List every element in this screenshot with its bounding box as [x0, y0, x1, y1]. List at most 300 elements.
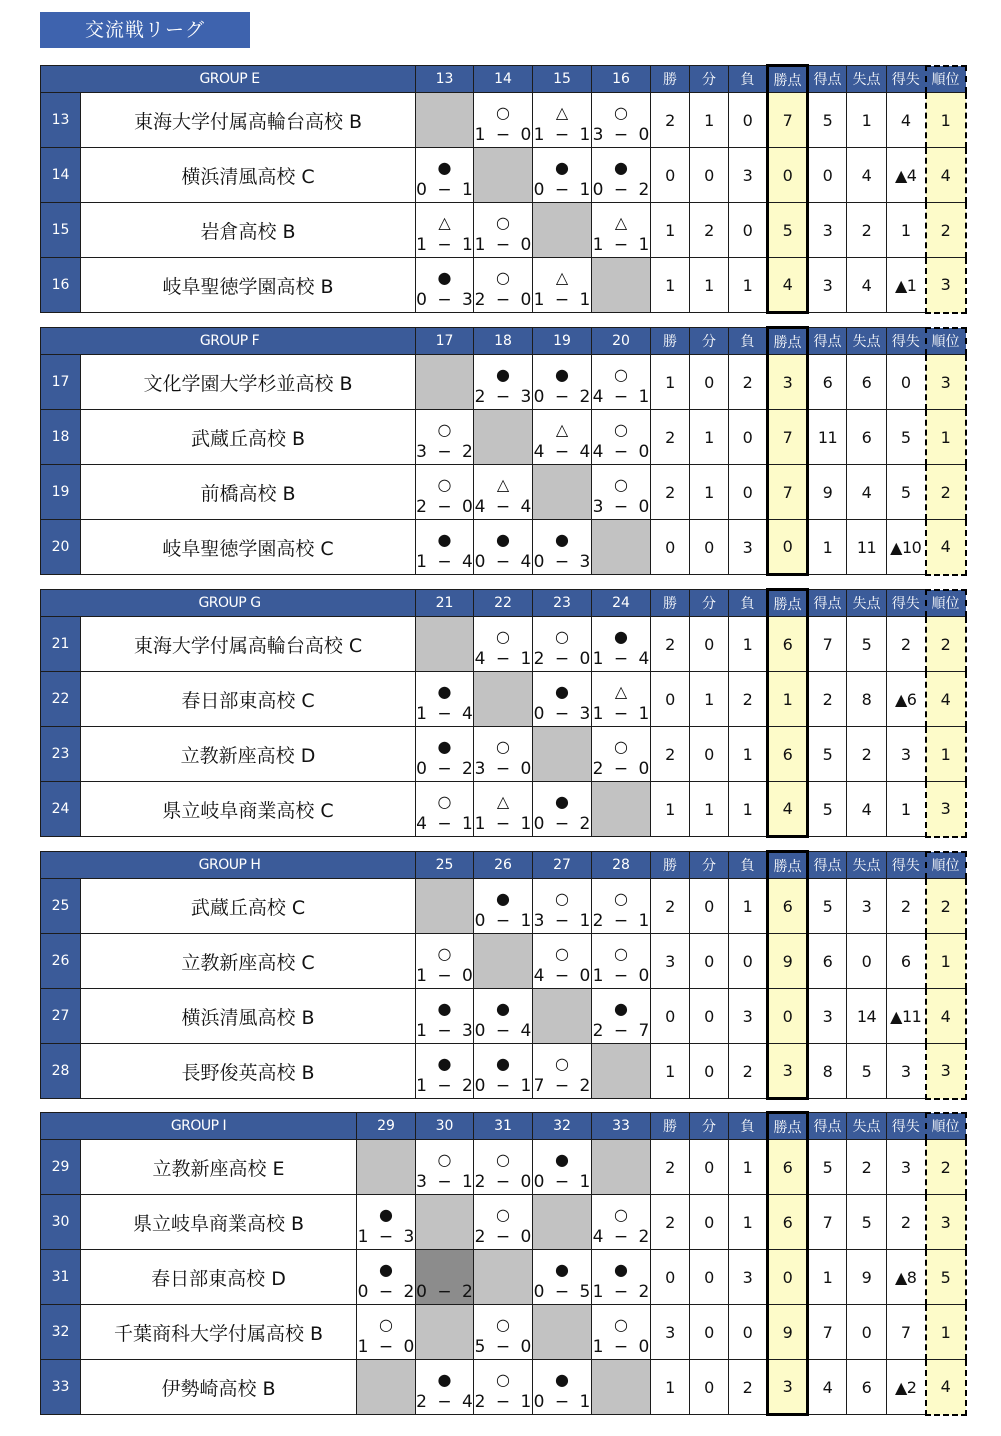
stat-rank: 3 — [926, 782, 966, 837]
stat-goals-for: 0 — [808, 148, 847, 203]
opponent-number-header: 31 — [474, 1113, 533, 1140]
result-mark: ○ — [496, 1370, 510, 1389]
opponent-number-header: 15 — [533, 66, 592, 93]
result-mark: ○ — [614, 475, 628, 494]
team-number: 33 — [41, 1360, 81, 1415]
result-mark: ● — [496, 999, 510, 1018]
result-score: 1 − 2 — [416, 1076, 473, 1096]
team-row — [41, 1360, 966, 1415]
stat-rank: 4 — [926, 520, 966, 575]
stat-header-draws: 分 — [690, 1113, 729, 1140]
stat-losses: 1 — [729, 727, 768, 782]
stat-goal-diff: 5 — [887, 465, 926, 520]
result-mark: ● — [555, 1150, 569, 1169]
result-mark: ○ — [379, 1315, 393, 1334]
stat-draws: 1 — [690, 672, 729, 727]
result-mark: ● — [555, 1260, 569, 1279]
team-name: 立教新座高校 E — [81, 1140, 357, 1195]
stat-goals-against: 9 — [847, 1250, 887, 1305]
opponent-number-header: 25 — [416, 852, 474, 879]
result-score: 4 − 1 — [416, 814, 473, 834]
team-row — [41, 1195, 966, 1250]
stat-rank: 2 — [926, 1140, 966, 1195]
group-table — [40, 588, 967, 838]
stat-draws: 0 — [690, 989, 729, 1044]
match-result-cell — [533, 258, 592, 313]
team-name: 横浜清風高校 B — [81, 989, 416, 1044]
stat-rank: 1 — [926, 1305, 966, 1360]
result-score: 2 − 4 — [416, 1392, 473, 1412]
result-mark: ○ — [555, 627, 569, 646]
stat-draws: 1 — [690, 465, 729, 520]
result-score: 1 − 2 — [592, 1282, 650, 1302]
stat-points: 9 — [768, 934, 808, 989]
team-number: 23 — [41, 727, 81, 782]
team-row — [41, 520, 966, 575]
opponent-number-header: 16 — [592, 66, 651, 93]
result-score: 3 − 1 — [533, 911, 591, 931]
result-score: 4 − 2 — [592, 1227, 650, 1247]
team-row — [41, 617, 966, 672]
no-match-cell — [592, 258, 651, 313]
match-result-cell — [416, 727, 474, 782]
stat-losses: 1 — [729, 617, 768, 672]
stat-header-draws: 分 — [690, 328, 729, 355]
group-name: GROUP F — [41, 328, 416, 355]
stat-header-losses: 負 — [729, 852, 768, 879]
result-mark: ○ — [496, 1205, 510, 1224]
match-result-cell — [533, 934, 592, 989]
stat-points: 3 — [768, 355, 808, 410]
stat-goal-diff: 2 — [887, 879, 926, 934]
team-name: 東海大学付属高輪台高校 C — [81, 617, 416, 672]
stat-goals-against: 5 — [847, 1044, 887, 1099]
stat-draws: 0 — [690, 934, 729, 989]
stat-wins: 1 — [651, 782, 690, 837]
stat-header-draws: 分 — [690, 66, 729, 93]
stat-losses: 2 — [729, 1360, 768, 1415]
team-row — [41, 203, 966, 258]
stat-header-goals-for: 得点 — [808, 328, 847, 355]
no-match-cell — [416, 355, 474, 410]
no-match-cell — [533, 1305, 592, 1360]
match-result-cell — [474, 727, 533, 782]
no-match-cell — [533, 203, 592, 258]
group-name: GROUP E — [41, 66, 416, 93]
stat-goals-for: 8 — [808, 1044, 847, 1099]
stat-losses: 0 — [729, 203, 768, 258]
no-match-cell — [357, 1360, 416, 1415]
no-match-cell — [592, 1044, 651, 1099]
result-score: 2 − 0 — [592, 759, 650, 779]
stat-rank: 4 — [926, 1360, 966, 1415]
stat-goal-diff: 2 — [887, 1195, 926, 1250]
team-number: 15 — [41, 203, 81, 258]
stat-goals-against: 1 — [847, 93, 887, 148]
team-number: 28 — [41, 1044, 81, 1099]
stat-rank: 2 — [926, 465, 966, 520]
stat-draws: 0 — [690, 1305, 729, 1360]
result-score: 0 − 1 — [533, 1172, 591, 1192]
group-table — [40, 326, 967, 576]
stat-header-points: 勝点 — [768, 590, 808, 617]
match-result-cell — [533, 1250, 592, 1305]
stat-header-rank: 順位 — [926, 1113, 966, 1140]
team-name: 春日部東高校 C — [81, 672, 416, 727]
result-mark: △ — [555, 268, 569, 287]
opponent-number-header: 33 — [592, 1113, 651, 1140]
stat-rank: 2 — [926, 203, 966, 258]
stat-goals-for: 3 — [808, 989, 847, 1044]
no-match-cell — [474, 410, 533, 465]
stat-goal-diff: 2 — [887, 617, 926, 672]
stat-header-goals-against: 失点 — [847, 1113, 887, 1140]
opponent-number-header: 32 — [533, 1113, 592, 1140]
stat-wins: 1 — [651, 1044, 690, 1099]
team-name: 横浜清風高校 C — [81, 148, 416, 203]
stat-points: 6 — [768, 727, 808, 782]
team-row — [41, 1250, 966, 1305]
result-score: 4 − 1 — [592, 387, 650, 407]
stat-losses: 0 — [729, 93, 768, 148]
team-name: 千葉商科大学付属高校 B — [81, 1305, 357, 1360]
match-result-cell — [416, 1360, 474, 1415]
team-number: 29 — [41, 1140, 81, 1195]
team-row — [41, 727, 966, 782]
stat-wins: 1 — [651, 1360, 690, 1415]
result-score: 3 − 0 — [592, 497, 650, 517]
result-score: 0 − 1 — [474, 1076, 532, 1096]
stat-rank: 2 — [926, 879, 966, 934]
result-score: 3 − 2 — [416, 442, 473, 462]
team-row — [41, 1044, 966, 1099]
stat-header-goal-diff: 得失 — [887, 66, 926, 93]
stat-goals-for: 4 — [808, 1360, 847, 1415]
stat-goals-against: 6 — [847, 355, 887, 410]
result-score: 4 − 1 — [474, 649, 532, 669]
stat-wins: 2 — [651, 93, 690, 148]
team-name: 伊勢崎高校 B — [81, 1360, 357, 1415]
stat-points: 0 — [768, 148, 808, 203]
team-row — [41, 465, 966, 520]
match-result-cell — [592, 355, 651, 410]
opponent-number-header: 14 — [474, 66, 533, 93]
match-result-cell — [416, 672, 474, 727]
match-result-cell — [592, 93, 651, 148]
team-name: 前橋高校 B — [81, 465, 416, 520]
stat-goals-against: 2 — [847, 1140, 887, 1195]
stat-header-wins: 勝 — [651, 852, 690, 879]
result-score: 0 − 5 — [533, 1282, 591, 1302]
result-score: 0 − 2 — [416, 759, 473, 779]
match-result-cell — [474, 1140, 533, 1195]
stat-draws: 0 — [690, 1044, 729, 1099]
match-result-cell — [533, 1140, 592, 1195]
stat-draws: 1 — [690, 93, 729, 148]
team-name: 岐阜聖徳学園高校 C — [81, 520, 416, 575]
result-score: 4 − 4 — [533, 442, 591, 462]
stat-draws: 0 — [690, 520, 729, 575]
stat-draws: 1 — [690, 410, 729, 465]
match-result-cell — [533, 148, 592, 203]
match-result-cell — [474, 465, 533, 520]
result-score: 3 − 1 — [416, 1172, 473, 1192]
stat-points: 5 — [768, 203, 808, 258]
stat-rank: 1 — [926, 934, 966, 989]
stat-goal-diff: ▲1 — [887, 258, 926, 313]
result-mark: ○ — [437, 1150, 452, 1169]
team-row — [41, 355, 966, 410]
result-mark: ○ — [614, 1205, 628, 1224]
stat-rank: 1 — [926, 410, 966, 465]
stat-goal-diff: 3 — [887, 1044, 926, 1099]
stat-goal-diff: 7 — [887, 1305, 926, 1360]
result-mark: △ — [438, 213, 451, 232]
team-name: 立教新座高校 C — [81, 934, 416, 989]
result-score: 1 − 0 — [474, 125, 532, 145]
result-score: 0 − 1 — [416, 180, 473, 200]
stat-goal-diff: 6 — [887, 934, 926, 989]
stat-goals-against: 5 — [847, 617, 887, 672]
match-result-cell — [416, 203, 474, 258]
group-table — [40, 850, 967, 1100]
team-row — [41, 989, 966, 1044]
stat-draws: 0 — [690, 355, 729, 410]
result-mark: ○ — [496, 103, 510, 122]
stat-goals-against: 2 — [847, 727, 887, 782]
result-score: 0 − 2 — [533, 387, 591, 407]
team-number: 31 — [41, 1250, 81, 1305]
stat-goals-for: 7 — [808, 1195, 847, 1250]
team-name: 春日部東高校 D — [81, 1250, 357, 1305]
match-result-cell — [533, 782, 592, 837]
no-match-cell — [416, 1195, 474, 1250]
result-mark: ● — [379, 1260, 393, 1279]
result-mark: ○ — [437, 475, 452, 494]
result-score: 1 − 0 — [357, 1337, 415, 1357]
result-mark: ○ — [555, 944, 569, 963]
match-result-cell — [592, 727, 651, 782]
stat-goals-for: 7 — [808, 617, 847, 672]
result-score: 1 − 0 — [416, 966, 473, 986]
result-mark: ○ — [555, 889, 569, 908]
match-result-cell — [592, 148, 651, 203]
result-score: 1 − 1 — [592, 704, 650, 724]
result-score: 1 − 3 — [416, 1021, 473, 1041]
team-number: 17 — [41, 355, 81, 410]
result-score: 1 − 1 — [533, 290, 591, 310]
stat-points: 6 — [768, 1195, 808, 1250]
stat-points: 6 — [768, 617, 808, 672]
match-result-cell — [533, 1360, 592, 1415]
result-mark: ● — [437, 682, 452, 701]
group-table — [40, 1111, 967, 1416]
no-match-cell — [533, 465, 592, 520]
no-match-cell — [474, 1250, 533, 1305]
team-row — [41, 148, 966, 203]
result-mark: ● — [555, 530, 569, 549]
stat-header-losses: 負 — [729, 328, 768, 355]
result-score: 1 − 4 — [416, 704, 473, 724]
opponent-number-header: 28 — [592, 852, 651, 879]
stat-header-goals-against: 失点 — [847, 852, 887, 879]
team-name: 武蔵丘高校 B — [81, 410, 416, 465]
stat-rank: 4 — [926, 148, 966, 203]
result-mark: ● — [614, 627, 628, 646]
stat-wins: 2 — [651, 1195, 690, 1250]
stat-wins: 0 — [651, 1250, 690, 1305]
result-mark: ● — [555, 682, 569, 701]
team-number: 20 — [41, 520, 81, 575]
match-result-cell — [474, 1360, 533, 1415]
stat-header-draws: 分 — [690, 852, 729, 879]
no-match-cell — [592, 1360, 651, 1415]
result-mark: ● — [555, 158, 569, 177]
result-score: 7 − 2 — [533, 1076, 591, 1096]
team-row — [41, 672, 966, 727]
stat-header-rank: 順位 — [926, 852, 966, 879]
result-mark: ○ — [496, 213, 510, 232]
match-result-cell — [474, 1044, 533, 1099]
result-mark: ● — [437, 1054, 452, 1073]
stat-wins: 2 — [651, 727, 690, 782]
result-mark: △ — [614, 682, 628, 701]
stat-header-wins: 勝 — [651, 1113, 690, 1140]
stat-goals-for: 9 — [808, 465, 847, 520]
result-score: 0 − 4 — [474, 552, 532, 572]
stat-header-wins: 勝 — [651, 66, 690, 93]
stat-wins: 2 — [651, 465, 690, 520]
no-match-cell — [533, 989, 592, 1044]
stat-goal-diff: ▲2 — [887, 1360, 926, 1415]
stat-goal-diff: 3 — [887, 1140, 926, 1195]
result-mark: ● — [379, 1205, 393, 1224]
result-mark: ● — [437, 737, 452, 756]
result-score: 1 − 1 — [592, 235, 650, 255]
result-score: 0 − 1 — [474, 911, 532, 931]
result-mark: ● — [437, 158, 452, 177]
stat-losses: 2 — [729, 1044, 768, 1099]
stat-goals-for: 5 — [808, 782, 847, 837]
stat-points: 3 — [768, 1360, 808, 1415]
opponent-number-header: 29 — [357, 1113, 416, 1140]
match-result-cell — [474, 617, 533, 672]
no-match-cell — [474, 672, 533, 727]
team-number: 13 — [41, 93, 81, 148]
stat-goals-for: 1 — [808, 520, 847, 575]
stat-header-points: 勝点 — [768, 328, 808, 355]
no-match-cell — [474, 934, 533, 989]
team-row — [41, 934, 966, 989]
result-mark: ○ — [614, 944, 628, 963]
match-result-cell — [474, 258, 533, 313]
stat-goals-for: 11 — [808, 410, 847, 465]
result-mark: ○ — [496, 268, 510, 287]
team-number: 16 — [41, 258, 81, 313]
group-table — [40, 64, 967, 314]
stat-losses: 3 — [729, 520, 768, 575]
result-score: 1 − 0 — [592, 966, 650, 986]
stat-points: 6 — [768, 1140, 808, 1195]
team-name: 県立岐阜商業高校 B — [81, 1195, 357, 1250]
stat-goals-for: 3 — [808, 258, 847, 313]
stat-rank: 4 — [926, 672, 966, 727]
match-result-cell — [474, 1195, 533, 1250]
stat-draws: 2 — [690, 203, 729, 258]
no-match-cell — [416, 93, 474, 148]
team-number: 25 — [41, 879, 81, 934]
stat-wins: 2 — [651, 879, 690, 934]
result-score: 1 − 4 — [416, 552, 473, 572]
stat-header-losses: 負 — [729, 590, 768, 617]
stat-header-goals-against: 失点 — [847, 328, 887, 355]
result-score: 3 − 0 — [592, 125, 650, 145]
result-score: 2 − 1 — [592, 911, 650, 931]
team-number: 21 — [41, 617, 81, 672]
stat-wins: 3 — [651, 934, 690, 989]
stat-goal-diff: ▲10 — [887, 520, 926, 575]
match-result-cell — [592, 1195, 651, 1250]
stat-wins: 0 — [651, 672, 690, 727]
stat-goals-against: 11 — [847, 520, 887, 575]
match-result-cell — [416, 1250, 474, 1305]
result-score: 1 − 0 — [592, 1337, 650, 1357]
result-mark: ● — [555, 792, 569, 811]
stat-losses: 1 — [729, 879, 768, 934]
match-result-cell — [592, 672, 651, 727]
match-result-cell — [474, 203, 533, 258]
stat-points: 0 — [768, 1250, 808, 1305]
stat-goals-against: 6 — [847, 410, 887, 465]
match-result-cell — [474, 879, 533, 934]
match-result-cell — [416, 782, 474, 837]
result-mark: △ — [496, 792, 510, 811]
stat-rank: 1 — [926, 93, 966, 148]
match-result-cell — [533, 879, 592, 934]
no-match-cell — [533, 1195, 592, 1250]
stat-header-goals-for: 得点 — [808, 66, 847, 93]
stat-header-losses: 負 — [729, 1113, 768, 1140]
result-score: 5 − 0 — [474, 1337, 532, 1357]
stat-draws: 0 — [690, 1250, 729, 1305]
stat-goals-against: 4 — [847, 148, 887, 203]
stat-points: 7 — [768, 93, 808, 148]
match-result-cell — [416, 520, 474, 575]
team-name: 東海大学付属高輪台高校 B — [81, 93, 416, 148]
stat-goals-against: 3 — [847, 879, 887, 934]
result-score: 2 − 0 — [474, 290, 532, 310]
match-result-cell — [533, 617, 592, 672]
result-mark: ● — [437, 530, 452, 549]
stat-header-goal-diff: 得失 — [887, 590, 926, 617]
stat-points: 9 — [768, 1305, 808, 1360]
stat-losses: 3 — [729, 1250, 768, 1305]
stat-header-goal-diff: 得失 — [887, 328, 926, 355]
opponent-number-header: 13 — [416, 66, 474, 93]
match-result-cell — [474, 1305, 533, 1360]
match-result-cell — [416, 989, 474, 1044]
result-mark: ○ — [437, 792, 452, 811]
result-score: 0 − 2 — [533, 814, 591, 834]
result-score: 2 − 0 — [474, 1172, 532, 1192]
result-score: 2 − 1 — [474, 1392, 532, 1412]
result-mark: ○ — [614, 420, 628, 439]
team-row — [41, 1140, 966, 1195]
stat-losses: 2 — [729, 672, 768, 727]
opponent-number-header: 21 — [416, 590, 474, 617]
match-result-cell — [474, 355, 533, 410]
stat-goals-for: 5 — [808, 727, 847, 782]
